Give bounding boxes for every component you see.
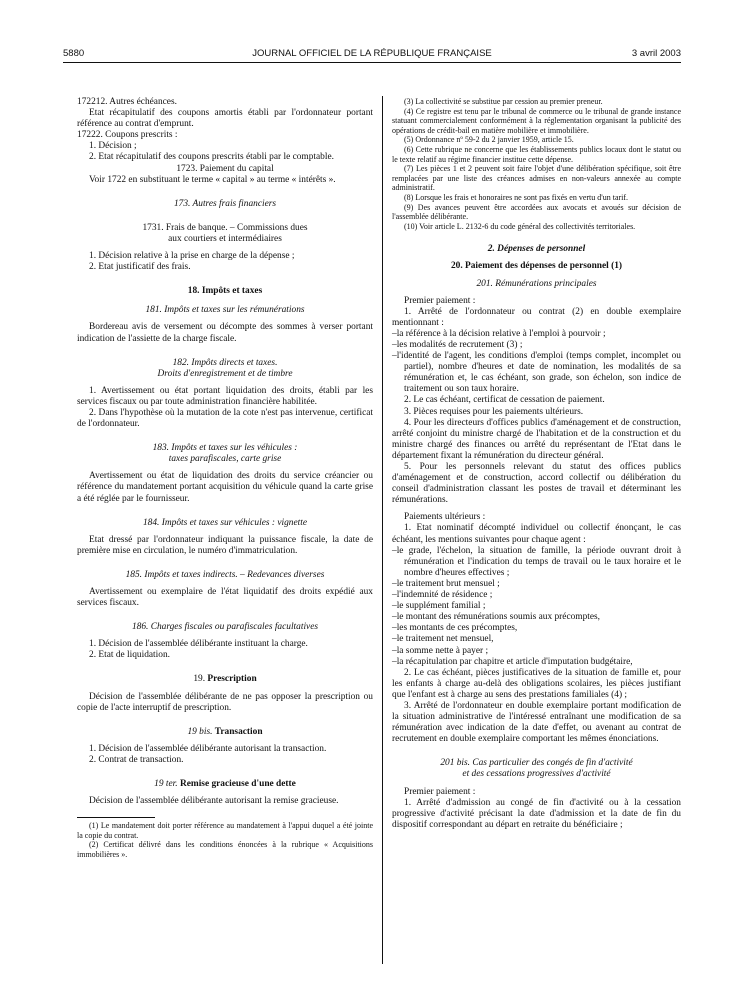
- list-item: – l'indemnité de résidence ;: [392, 590, 681, 601]
- header-rule: [63, 62, 681, 63]
- footnote: (9) Des avances peuvent être accordées aux avocats et avoués sur décision de l'assemblée délibérante.: [392, 202, 681, 222]
- paragraph: Décision de l'assemblée délibérante de ne pas opposer la prescription ou copie de l'acte interruptif de prescription.: [77, 691, 373, 713]
- section-heading: 1731. Frais de banque. – Commissions dues: [142, 222, 308, 233]
- paragraph: Etat dressé par l'ordonnateur indiquant la puissance fiscale, la date de première mise en circulation, le numéro d'immatriculation.: [77, 534, 373, 556]
- paragraph: Décision de l'assemblée délibérante autorisant la remise gracieuse.: [89, 796, 339, 807]
- section-heading: 185. Impôts et taxes indirects. – Redevances diverses: [125, 569, 325, 580]
- paragraph: 1. Décision de l'assemblée délibérante instituant la charge.: [89, 639, 308, 650]
- heading-text: Transaction: [214, 726, 263, 737]
- footnote-rule: [77, 817, 155, 818]
- paragraph: 1. Arrêté d'admission au congé de fin d'activité ou à la cessation progressive d'activité précisant la date d'admission et la date de fin du dispositif correspondant au départ en retraite du bénéficiaire ;: [392, 797, 681, 830]
- issue-date: 3 avril 2003: [631, 48, 681, 59]
- list-item: – le supplément familial ;: [392, 601, 681, 612]
- paragraph: 1. Avertissement ou état portant liquidation des droits, établi par les services fiscaux ou par toute administration financière habilitée.: [77, 385, 373, 407]
- footnote: (4) Ce registre est tenu par le tribunal de commerce ou le tribunal de grande instance statuant commercialement conformément à la réglementation organisant la publicité des opérations de crédit-bail en matière mobilière et immobilière.: [392, 106, 681, 135]
- paragraph: 2. Etat récapitulatif des coupons prescrits établi par le comptable.: [89, 152, 334, 163]
- left-column: [77, 97, 373, 860]
- paragraph: Premier paiement :: [404, 786, 476, 797]
- list-item: – la somme nette à payer ;: [392, 646, 681, 657]
- section-heading: 18. Impôts et taxes: [187, 286, 263, 297]
- paragraph: 1. Arrêté de l'ordonnateur ou contrat (2) en double exemplaire mentionnant :: [392, 306, 681, 328]
- section-heading: et des cessations progressives d'activité: [462, 769, 611, 780]
- paragraph: 4. Pour les directeurs d'offices publics d'aménagement et de construction, arrêté conjoint du ministre chargé de l'habitation et de la construction et du ministre chargé des finances ou arrêté du représentant de l'Etat dans le département fixant la rémunération du directeur général.: [392, 417, 681, 461]
- paragraph: Etat récapitulatif des coupons amortis établi par l'ordonnateur portant référence au contrat d'emprunt.: [77, 108, 373, 130]
- paragraph: Premier paiement :: [404, 295, 476, 306]
- list-item: – le grade, l'échelon, la situation de famille, la période ouvrant droit à rémunération et l'indication du temps de travail ou le taux horaire et le nombre d'heures effectives ;: [392, 546, 681, 579]
- paragraph: 172212. Autres échéances.: [77, 97, 177, 107]
- column-divider: [382, 96, 383, 964]
- footnote: (5) Ordonnance nº 59-2 du 2 janvier 1959, article 15.: [404, 135, 574, 145]
- list-item: – les modalités de recrutement (3) ;: [392, 340, 681, 351]
- list-item: – le traitement net mensuel,: [392, 634, 681, 645]
- section-heading: 20. Paiement des dépenses de personnel (1): [450, 261, 623, 272]
- section-heading: 182. Impôts directs et taxes.: [172, 357, 278, 368]
- footnote: (2) Certificat délivré dans les conditions énoncées à la rubrique « Acquisitions immobilières ».: [77, 840, 373, 859]
- footnote: (7) Les pièces 1 et 2 peuvent soit faire l'objet d'une délibération spécifique, soit être remplacées par une liste des créances admises en non-valeurs annexée au compte administratif.: [392, 164, 681, 193]
- section-heading: [77, 674, 373, 685]
- heading-text: Remise gracieuse d'une dette: [179, 779, 296, 790]
- paragraph: 1. Décision relative à la prise en charge de la dépense ;: [89, 251, 295, 262]
- paragraph: 1. Décision de l'assemblée délibérante autorisant la transaction.: [89, 743, 327, 754]
- section-heading: 184. Impôts et taxes sur véhicules : vignette: [142, 517, 308, 528]
- section-heading: [77, 779, 373, 790]
- section-heading: 201. Rémunérations principales: [476, 278, 597, 289]
- section-heading: taxes parafiscales, carte grise: [168, 454, 282, 465]
- heading-text: Prescription: [207, 674, 257, 685]
- list-item: – la récapitulation par chapitre et article d'imputation budgétaire,: [392, 657, 681, 668]
- heading-number: 19 bis.: [187, 726, 213, 737]
- right-column: [392, 97, 681, 831]
- paragraph: Avertissement ou exemplaire de l'état liquidatif des droits expédié aux services fiscaux.: [77, 587, 373, 609]
- paragraph: 2. Etat de liquidation.: [89, 650, 170, 661]
- footnote: (3) La collectivité se substitue par cession au premier preneur.: [404, 97, 603, 106]
- section-heading: [77, 727, 373, 738]
- list-item: – l'identité de l'agent, les conditions d'emploi (temps complet, incomplet ou partiel), nombre d'heures et date de nomination, les modalités de sa rémunération et, le cas échéant, son grade, son échelon, son indice de traitement ou son taux horaire.: [392, 351, 681, 395]
- heading-number: 19 ter.: [154, 779, 178, 790]
- paragraph: Avertissement ou état de liquidation des droits du service créancier ou référence du mandatement portant acquisition du véhicule quand la carte grise a été réglée par le fournisseur.: [77, 471, 373, 504]
- section-heading: 183. Impôts et taxes sur les véhicules :: [152, 443, 298, 454]
- list-item: – les montants de ces précomptes,: [392, 623, 681, 634]
- section-heading: 1723. Paiement du capital: [176, 163, 274, 174]
- paragraph: Paiements ultérieurs :: [404, 512, 486, 523]
- section-heading: 201 bis. Cas particulier des congés de fin d'activité: [440, 758, 633, 769]
- paragraph: 5. Pour les personnels relevant du statut des offices publics d'aménagement et de construction, accord collectif ou délibération du conseil d'administration classant les postes de travail et déterminant les rémunérations.: [392, 462, 681, 506]
- heading-number: 19.: [193, 674, 206, 685]
- section-heading: aux courtiers et intermédiaires: [168, 233, 282, 244]
- footnote: (6) Cette rubrique ne concerne que les établissements publics locaux dont le statut ou le texte relatif au régime financier institue cette dépense.: [392, 144, 681, 164]
- footnote: (1) Le mandatement doit porter référence au mandatement à l'appui duquel a été jointe la copie du contrat.: [77, 821, 373, 840]
- list-item: – le montant des rémunérations soumis aux précomptes,: [392, 612, 681, 623]
- list-item: – le traitement brut mensuel ;: [392, 579, 681, 590]
- page-number: 5880: [63, 48, 85, 59]
- footnote: (10) Voir article L. 2132-6 du code général des collectivités territoriales.: [404, 221, 636, 231]
- paragraph: 2. Etat justificatif des frais.: [89, 262, 191, 273]
- section-heading: Droits d'enregistrement et de timbre: [157, 368, 293, 379]
- paragraph: 2. Dans l'hypothèse où la mutation de la cote n'est pas intervenue, certificat de l'ordonnateur.: [77, 407, 373, 430]
- section-heading: 173. Autres frais financiers: [173, 198, 277, 209]
- paragraph: 1. Etat nominatif décompté individuel ou collectif énonçant, le cas échéant, les mentions suivantes pour chaque agent :: [392, 523, 681, 545]
- list-item: – la référence à la décision relative à l'emploi à pourvoir ;: [392, 329, 681, 340]
- page-header: [63, 48, 681, 62]
- paragraph: 3. Arrêté de l'ordonnateur en double exemplaire portant modification de la situation administrative de l'intéressé entraînant une modification de sa rémunération avec indication de la date d'effet, ou avenant au contrat de recrutement en double exemplaire comportant les mêmes énonciations.: [392, 700, 681, 745]
- footnote: (8) Lorsque les frais et honoraires ne sont pas fixés en vertu d'un tarif.: [404, 192, 629, 202]
- paragraph: 3. Pièces requises pour les paiements ultérieurs.: [404, 406, 584, 417]
- section-heading: 186. Charges fiscales ou parafiscales facultatives: [131, 622, 319, 633]
- section-heading: 2. Dépenses de personnel: [487, 244, 586, 255]
- paragraph: Voir 1722 en substituant le terme « capital » au terme « intérêts ».: [89, 174, 336, 185]
- paragraph: 2. Le cas échéant, certificat de cessation de paiement.: [404, 395, 605, 406]
- paragraph: 17222. Coupons prescrits :: [77, 130, 178, 141]
- paragraph: 1. Décision ;: [89, 141, 137, 152]
- paragraph: 2. Le cas échéant, pièces justificatives de la situation de famille et, pour les enfants à charge au-delà des obligations scolaires, les pièces justifiant que l'enfant est à charge au sens des prestations familiales (4) ;: [392, 667, 681, 700]
- paragraph: Bordereau avis de versement ou décompte des sommes à verser portant indication de l'assiette de la charge fiscale.: [77, 322, 373, 344]
- section-heading: 181. Impôts et taxes sur les rémunérations: [145, 305, 305, 316]
- journal-title: JOURNAL OFFICIEL DE LA RÉPUBLIQUE FRANÇAISE: [252, 48, 492, 59]
- paragraph: 2. Contrat de transaction.: [89, 754, 184, 765]
